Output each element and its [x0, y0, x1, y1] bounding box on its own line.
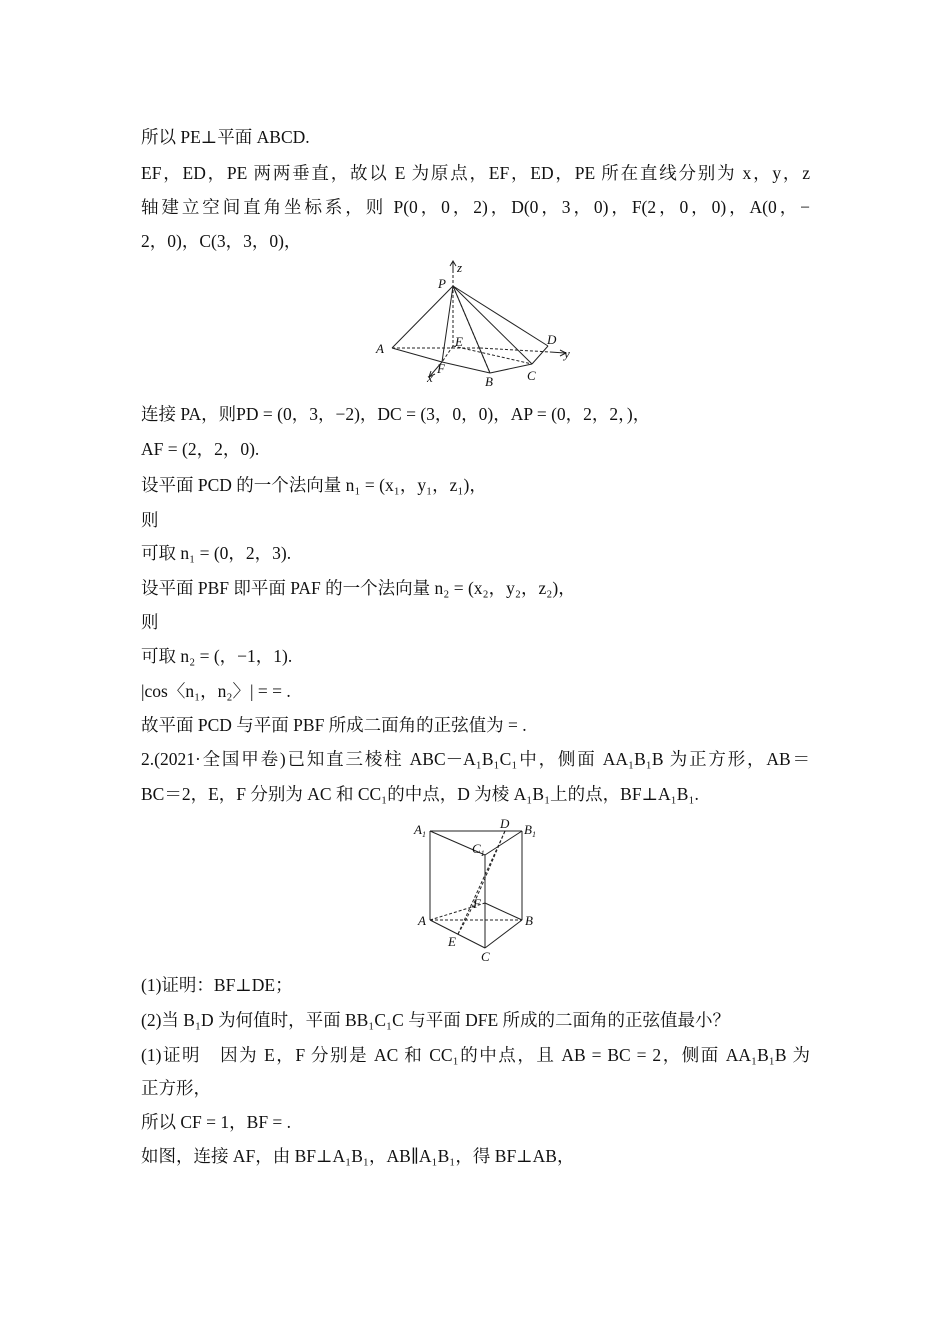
- text-line-18: (2)当 B₁D 为何值时，平面 BB₁C₁C 与平面 DFE 所成的二面角的正弦值最小？: [141, 1010, 731, 1030]
- label-z: z: [457, 260, 463, 275]
- text-line-22: 如图，连接 AF，由 BF⊥A₁B₁，AB∥A₁B₁，得 BF⊥AB，: [141, 1146, 575, 1166]
- text-line-15: 2.(2021·全国甲卷)已知直三棱柱 ABC－A₁B₁C₁中，侧面 AA₁B₁B 为正方形，AB＝: [141, 749, 810, 769]
- label-P: P: [438, 276, 446, 291]
- label-B1: $B_1$: [524, 822, 536, 839]
- prism-figure: [410, 815, 545, 965]
- text-line-4: 2，0)，C(3，3，0)，: [141, 231, 302, 251]
- label-A: A: [376, 341, 384, 356]
- label-C: C: [527, 368, 536, 383]
- text-line-6: AF = (2，2，0).: [141, 439, 260, 459]
- label-D: D: [500, 816, 510, 831]
- text-line-10: 设平面 PBF 即平面 PAF 的一个法向量 n₂ = (x₂，y₂，z₂)，: [141, 578, 576, 598]
- text-line-17: (1)证明：BF⊥DE；: [141, 975, 293, 995]
- text-line-2: EF，ED，PE 两两垂直，故以 E 为原点，EF，ED，PE 所在直线分别为 x，y，z: [141, 163, 810, 183]
- label-x: x: [427, 370, 433, 385]
- text-line-16: BC＝2，E，F 分别为 AC 和 CC₁的中点，D 为棱 A₁B₁上的点，BF⊥A₁B₁.: [141, 784, 699, 804]
- text-line-13: |cos〈n₁，n₂〉| = = .: [141, 681, 291, 701]
- text-line-5: 连接 PA，则PD = (0，3，−2)，DC = (3，0，0)，AP = (0，2，2，)，: [141, 404, 651, 424]
- text-line-19: (1)证明 因为 E，F 分别是 AC 和 CC₁的中点，且 AB = BC = 2，侧面 AA₁B₁B 为: [141, 1045, 810, 1065]
- text-line-20: 正方形，: [141, 1078, 211, 1098]
- text-line-9: 可取 n₁ = (0，2，3).: [141, 543, 292, 563]
- text-line-7: 设平面 PCD 的一个法向量 n₁ = (x₁，y₁，z₁)，: [141, 475, 487, 495]
- text-line-8: 则: [141, 510, 159, 530]
- text-line-21: 所以 CF = 1，BF = .: [141, 1112, 292, 1132]
- label-y: y: [564, 346, 570, 361]
- text-line-1: 所以 PE⊥平面 ABCD.: [141, 127, 310, 147]
- label-C1: $C_1$: [472, 841, 485, 858]
- label-A1: $A_1$: [414, 822, 426, 839]
- pyramid-figure: [370, 258, 580, 388]
- label-B: B: [525, 913, 533, 928]
- text-line-14: 故平面 PCD 与平面 PBF 所成二面角的正弦值为 = .: [141, 715, 527, 735]
- label-E: E: [455, 334, 463, 349]
- label-F: F: [437, 361, 445, 376]
- label-F: F: [473, 896, 481, 911]
- label-B: B: [485, 374, 493, 388]
- label-C: C: [481, 949, 490, 964]
- label-D: D: [547, 332, 557, 347]
- text-line-12: 可取 n₂ = (，−1，1).: [141, 646, 293, 666]
- label-A: A: [418, 913, 426, 928]
- label-E: E: [448, 934, 456, 949]
- text-line-3: 轴建立空间直角坐标系，则 P(0，0，2)，D(0，3，0)，F(2，0，0)，A(0，−: [141, 197, 810, 217]
- text-line-11: 则: [141, 612, 159, 632]
